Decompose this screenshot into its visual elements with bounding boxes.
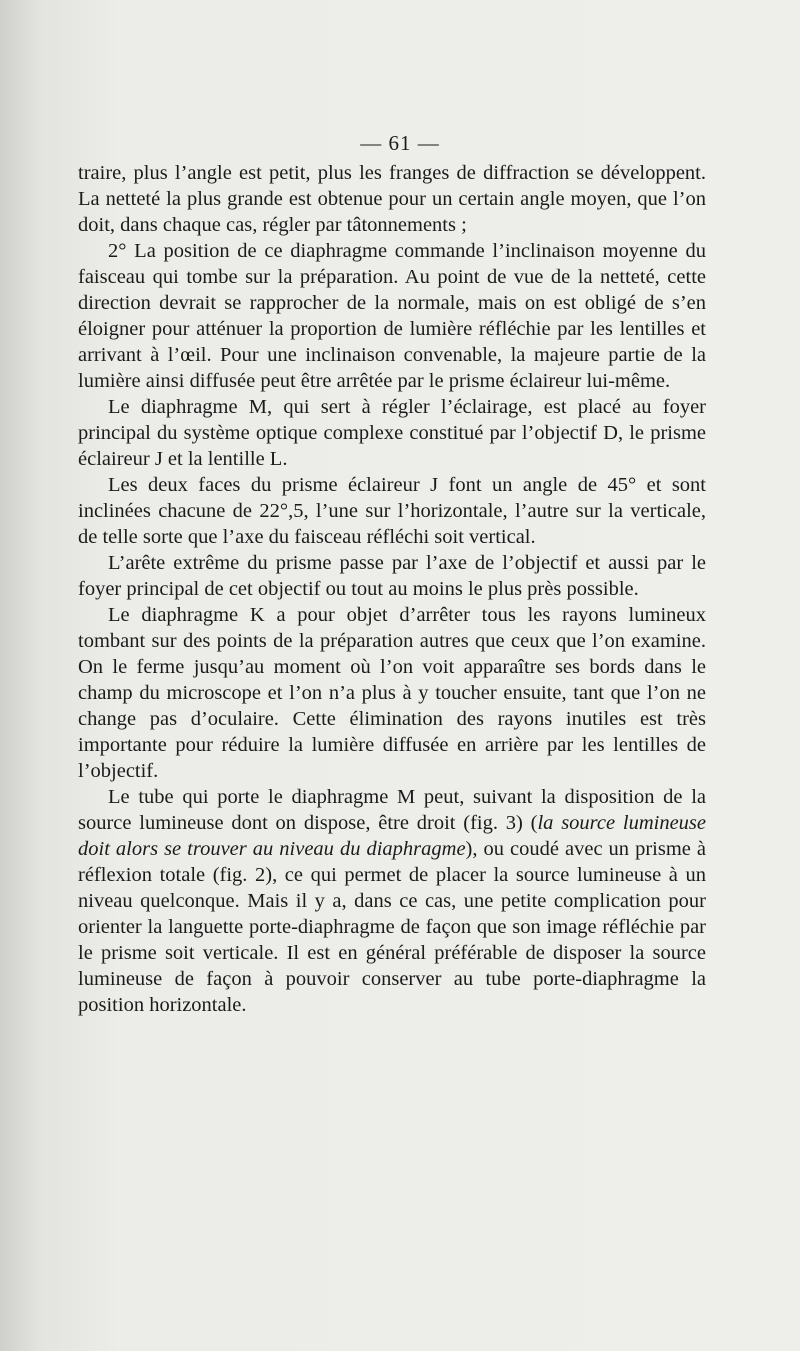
paragraph-continuation: traire, plus l’angle est petit, plus les franges de diffraction se développent. La netteté la plus grande est obtenue pour un certain angle moyen, que l’on doit, dans chaque cas, régler par tâtonnements ; <box>78 162 706 236</box>
paragraph-prism-faces: Les deux faces du prisme éclaireur J font un angle de 45° et sont inclinées chacune de 22°,5, l’une sur l’horizontale, l’autre sur la verticale, de telle sorte que l’axe du faisceau réfléchi soit vertical. <box>78 474 706 548</box>
tube-text-italic: la source lumineuse doit alors se trouver au niveau du diaphragme <box>78 812 706 860</box>
page-number: — 61 — <box>360 131 440 155</box>
paragraph-prism-edge: L’arête extrême du prisme passe par l’axe de l’objectif et aussi par le foyer principal de cet objectif ou tout au moins le plus près possible. <box>78 552 706 600</box>
paragraph-tube <box>78 784 706 1018</box>
tube-text-start: Le tube qui porte le diaphragme M peut, suivant la disposition de la source lumineuse dont on dispose, être droit (fig. 3) ( <box>78 786 706 834</box>
paragraph-diaphragm-k: Le diaphragme K a pour objet d’arrêter tous les rayons lumineux tombant sur des points de la préparation autres que ceux que l’on examine. On le ferme jusqu’au moment où l’on voit apparaître ses bords dans le champ du microscope et l’on n’a plus à y toucher ensuite, tant que l’on ne change pas d’oculaire. Cette élimination des rayons inutiles est très importante pour réduire la lumière diffusée en arrière par les lentilles de l’objectif. <box>78 604 706 782</box>
tube-text-end: ), ou coudé avec un prisme à réflexion totale (fig. 2), ce qui permet de placer la source lumineuse à un niveau quelconque. Mais il y a, dans ce cas, une petite complication pour orienter la languette porte-diaphragme de façon que son image réfléchie par le prisme soit verticale. Il est en général préférable de disposer la source lumineuse de façon à pouvoir conserver au tube porte-diaphragme la position horizontale. <box>78 838 706 1016</box>
paragraph-diaphragm-m: Le diaphragme M, qui sert à régler l’éclairage, est placé au foyer principal du système optique complexe constitué par l’objectif D, le prisme éclaireur J et la lentille L. <box>78 396 706 470</box>
body-text <box>78 160 706 1018</box>
paragraph-diaphragm-position: 2° La position de ce diaphragme commande l’inclinaison moyenne du faisceau qui tombe sur la préparation. Au point de vue de la netteté, cette direction devrait se rapprocher de la normale, mais on est obligé de s’en éloigner pour atténuer la proportion de lumière réfléchie par les lentilles et arrivant à l’œil. Pour une inclinaison convenable, la majeure partie de la lumière ainsi diffusée peut être arrêtée par le prisme éclaireur lui-même. <box>78 240 706 392</box>
